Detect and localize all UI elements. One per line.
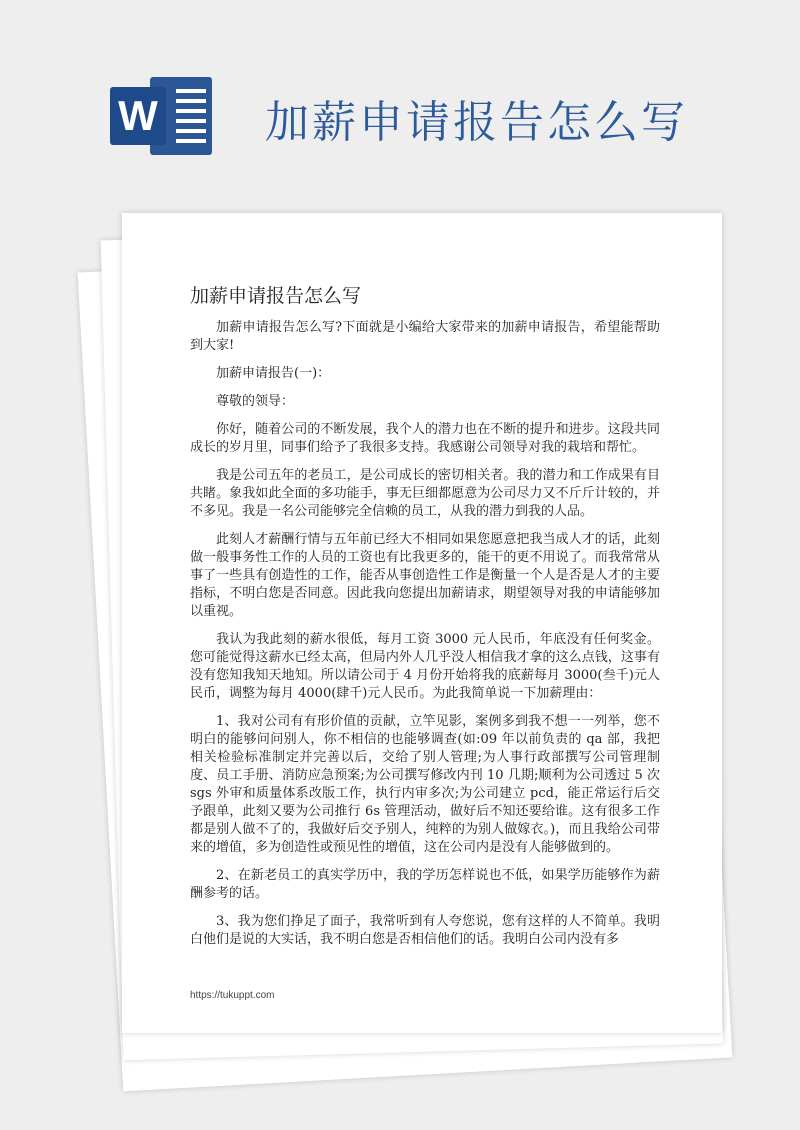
paragraph-salutation: 尊敬的领导： [216,394,295,409]
paragraph-reason-1: 1、我对公司有有形价值的贡献，立竿见影，案例多到我不想一一列举，您不明白的能够问问别人，你不相信的也能够调查(如:09 年以前负责的 qa 部，我把相关检验标准制定并完善以后，交给了别人管理;为人事行政部撰写公司管理制度、员工手册、消防应急预案;为公司撰写修改内刊 10 几期;顺利为公司透过 5 次 sgs 外审和质量体系改版工作，执行内审多次;为公司建立 pcd，能正常运行后交予跟单，此刻又要为公司推行 6s 管理活动，做好后不知还要给谁。这有很多工作都是别人做不了的，我做好后交予别人，纯粹的为别人做嫁衣。)，而且我给公司带来的增值，多为创造性或预见性的增值，这在公司内是没有人能够做到的。 [190,714,660,855]
document-body [190,319,660,959]
header-banner [0,0,800,200]
paragraph-reason-3: 3、我为您们挣足了面子，我常听到有人夸您说，您有这样的人不简单。我明白他们是说的大实话，我不明白您是否相信他们的话。我明白公司内没有多 [190,914,660,947]
word-document-icon [110,75,215,157]
document-title: 加薪申请报告怎么写 [190,285,362,307]
paragraph-heading: 加薪申请报告(一)： [216,366,331,381]
document-page [122,213,722,1033]
banner-title: 加薪申请报告怎么写 [265,97,688,148]
paragraph: 我认为我此刻的薪水很低，每月工资 3000 元人民币，年底没有任何奖金。您可能觉得这薪水已经太高，但局内外人几乎没人相信我才拿的这么点钱，这事有没有您知我知天地知。所以请公司于 4 月份开始将我的底薪每月 3000(叁千)元人民币，调整为每月 4000(肆千)元人民币。为此我简单说一下加薪理由： [190,632,660,701]
paragraph-intro: 加薪申请报告怎么写?下面就是小编给大家带来的加薪申请报告，希望能帮助到大家! [190,320,660,353]
paragraph: 此刻人才薪酬行情与五年前已经大不相同如果您愿意把我当成人才的话，此刻做一般事务性工作的人员的工资也有比我更多的，能干的更不用说了。而我常常从事了一些具有创造性的工作，能否从事创造性工作是衡量一个人是否是人才的主要指标，不明白您是否同意。因此我向您提出加薪请求，期望领导对我的申请能够加以重视。 [190,532,660,619]
footer-url: https://tukuppt.com [190,990,275,1001]
word-letter-icon: W [110,87,166,145]
paragraph: 你好，随着公司的不断发展，我个人的潜力也在不断的提升和进步。这段共同成长的岁月里，同事们给予了我很多支持。我感谢公司领导对我的栽培和帮忙。 [190,422,660,455]
paragraph-reason-2: 2、在新老员工的真实学历中，我的学历怎样说也不低，如果学历能够作为薪酬参考的话。 [190,868,660,901]
paragraph: 我是公司五年的老员工，是公司成长的密切相关者。我的潜力和工作成果有目共睹。象我如此全面的多功能手，事无巨细都愿意为公司尽力又不斤斤计较的，并不多见。我是一名公司能够完全信赖的员工，从我的潜力到我的人品。 [190,468,660,519]
